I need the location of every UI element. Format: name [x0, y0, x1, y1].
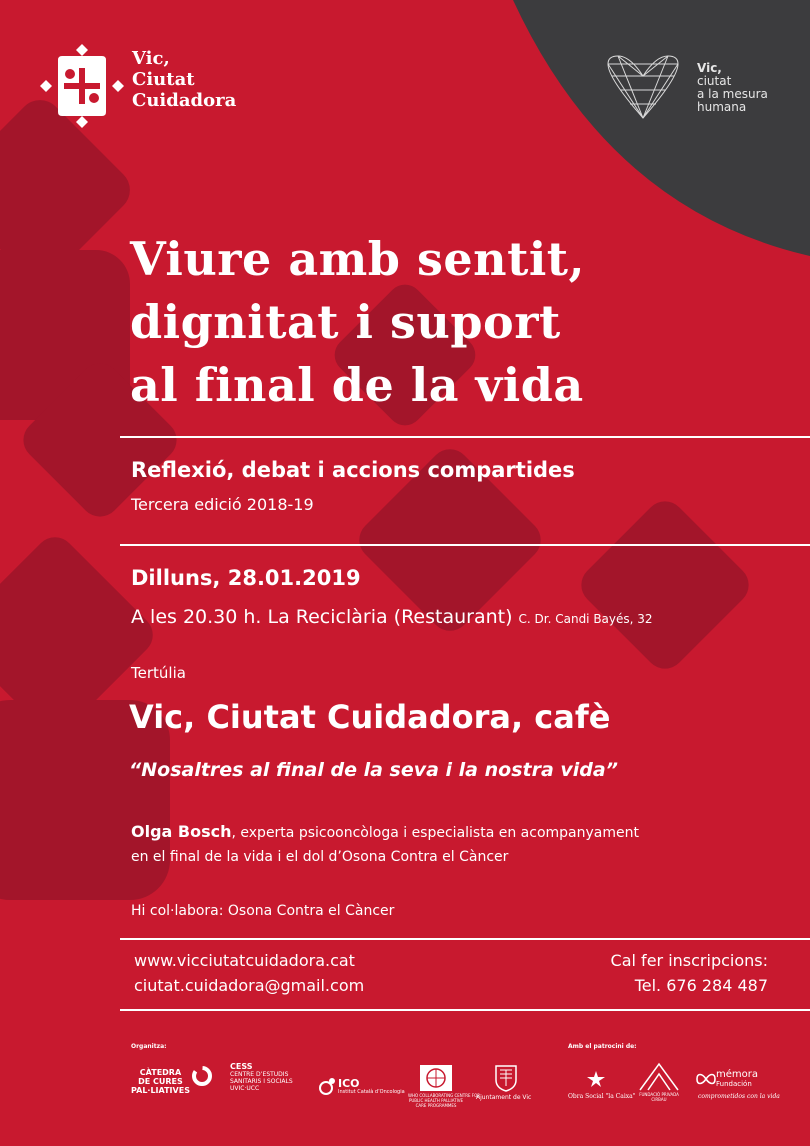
subtitle: Reflexió, debat i accions compartides: [131, 458, 575, 482]
title-line1: Viure amb sentit,: [130, 232, 586, 286]
catedra-line2: DE CURES: [138, 1077, 183, 1086]
cess-logo: [230, 1062, 293, 1092]
time-venue-text: A les 20.30 h. La Reciclària (Restaurant): [131, 606, 513, 628]
corner-shape: [513, 0, 810, 256]
left-logo-line2: Ciutat: [132, 69, 195, 90]
main-title: [130, 228, 585, 417]
ico-logo: [338, 1078, 405, 1096]
left-logo-line1: Vic,: [132, 48, 170, 69]
geometric-v-icon: [604, 54, 682, 120]
star-icon: [585, 1070, 607, 1088]
event-quote: “Nosaltres al final de la seva i la nostra vida”: [129, 759, 618, 781]
catedra-logo: [131, 1068, 190, 1095]
event-format: Tertúlia: [131, 664, 186, 682]
divider-contact-bottom: [120, 1009, 810, 1011]
cess-line1: CESS: [230, 1062, 253, 1071]
speaker-name: Olga Bosch: [131, 822, 232, 841]
event-date: Dilluns, 28.01.2019: [131, 566, 361, 590]
speaker-desc2: en el final de la vida i el dol d’Osona Contra el Càncer: [131, 849, 509, 865]
globe-icon: [420, 1065, 452, 1091]
catedra-line1: CÀTEDRA: [139, 1068, 182, 1077]
cess-line3: SANITARIS I SOCIALS: [230, 1078, 293, 1085]
divider-top: [120, 436, 810, 438]
who-line2: PUBLIC HEALTH PALLIATIVE: [408, 1098, 464, 1103]
left-logo-text: [132, 48, 236, 111]
event-time-venue: [131, 606, 653, 628]
who-text: [408, 1093, 481, 1108]
ajuntament-logo: Ajuntament de Vic: [476, 1094, 532, 1101]
cirbau-line2: CIRBAU: [651, 1097, 667, 1102]
left-logo-line3: Cuidadora: [132, 90, 237, 111]
event-address: C. Dr. Candi Bayés, 32: [518, 612, 653, 626]
heart-cross-icon: [36, 40, 128, 132]
collaboration: Hi col·labora: Osona Contra el Càncer: [131, 903, 395, 919]
title-line3: al final de la vida: [130, 358, 584, 412]
lacaixa-logo: Obra Social "la Caixa": [568, 1093, 636, 1100]
memora-logo: [716, 1070, 758, 1088]
right-logo-line4: humana: [697, 100, 747, 114]
right-logo-line2: ciutat: [697, 74, 732, 88]
email-link[interactable]: ciutat.cuidadora@gmail.com: [134, 976, 365, 995]
event-title: Vic, Ciutat Cuidadora, cafè: [129, 698, 611, 736]
divider-contact-top: [120, 938, 810, 940]
registration-note: Cal fer inscripcions:: [610, 951, 768, 970]
cirbau-text: [636, 1092, 682, 1102]
sponsors-label: Amb el patrocini de:: [568, 1043, 637, 1050]
who-emblem: [420, 1065, 452, 1091]
cirbau-line1: FUNDACIÓ PRIVADA: [639, 1092, 679, 1097]
ico-sub: Institut Català d’Oncologia: [338, 1089, 405, 1095]
memora-tagline: comprometidos con la vida: [698, 1093, 780, 1100]
ico-icon: [318, 1076, 338, 1096]
right-logo-line3: a la mesura: [697, 87, 768, 101]
memora-line2: Fundación: [716, 1080, 752, 1088]
organizers-label: Organitza:: [131, 1043, 167, 1050]
right-logo-text: [697, 62, 768, 114]
ico-name: ICO: [338, 1077, 360, 1090]
catedra-icon: [190, 1064, 214, 1088]
edition: Tercera edició 2018-19: [131, 495, 314, 514]
cess-line4: UVIC·UCC: [230, 1085, 260, 1092]
shield-icon: [494, 1064, 518, 1092]
who-line1: WHO COLLABORATING CENTRE FOR: [408, 1093, 481, 1098]
infinity-icon: [696, 1072, 716, 1086]
speaker-desc1: , experta psicooncòloga i especialista en acompanyament: [231, 825, 639, 841]
website-link[interactable]: www.vicciutatcuidadora.cat: [134, 951, 355, 970]
catedra-line3: PAL·LIATIVES: [131, 1086, 190, 1095]
right-logo-line1: Vic,: [697, 61, 722, 75]
cirbau-icon: [636, 1062, 682, 1092]
cess-line2: CENTRE D’ESTUDIS: [230, 1071, 289, 1078]
who-line3: CARE PROGRAMMES: [415, 1103, 457, 1108]
speaker-block: [131, 820, 639, 869]
title-line2: dignitat i suport: [130, 295, 561, 349]
phone-number[interactable]: Tel. 676 284 487: [634, 976, 768, 995]
memora-line1: mémora: [716, 1069, 758, 1080]
divider-middle: [120, 544, 810, 546]
